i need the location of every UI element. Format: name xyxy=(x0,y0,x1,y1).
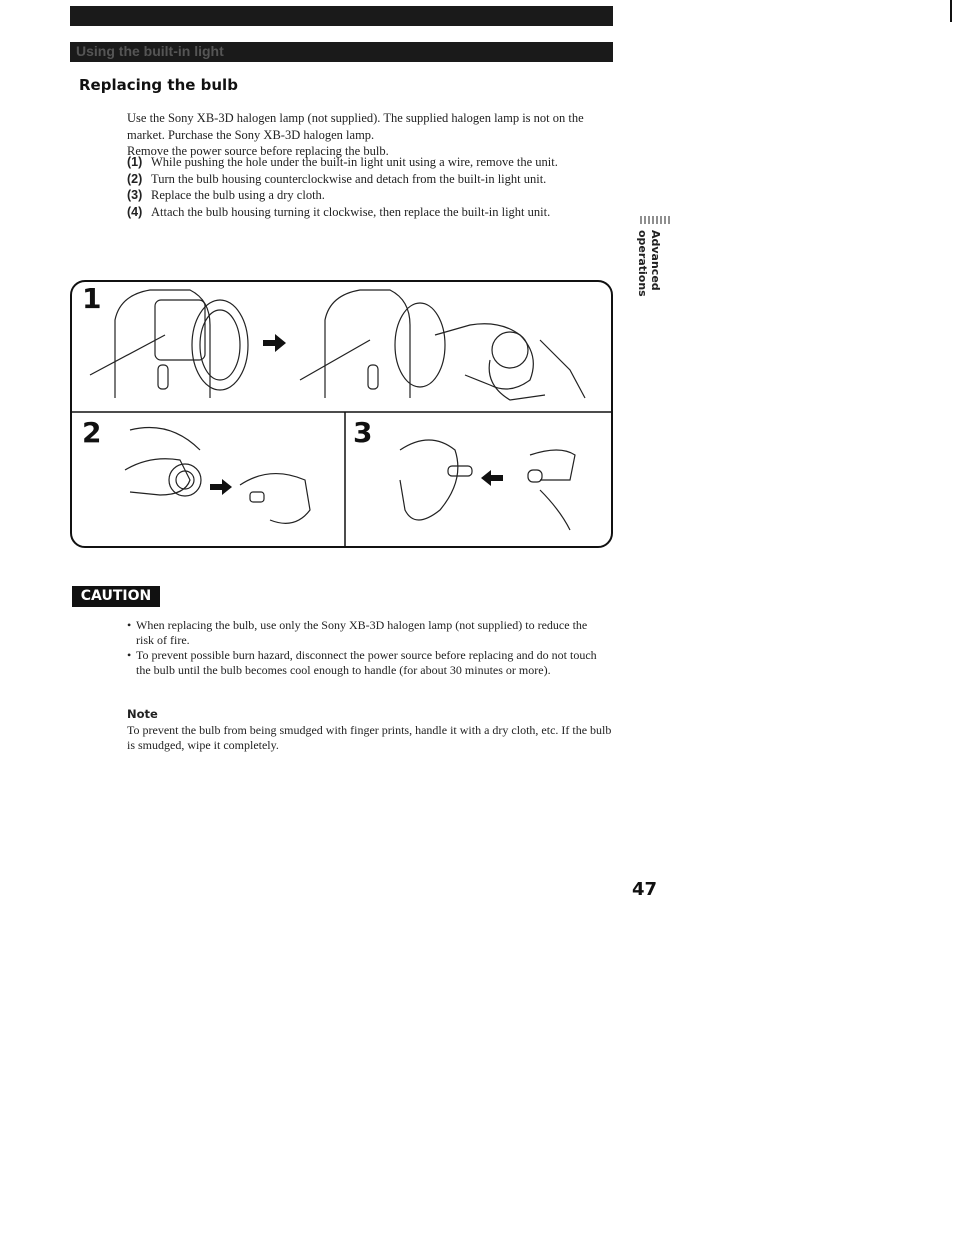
header-bar-bottom xyxy=(70,42,613,62)
intro-paragraph-1: Use the Sony XB-3D halogen lamp (not supplied). The supplied halogen lamp is not on the market. Purchase the Sony XB-3D halogen lamp. xyxy=(127,111,584,142)
step-number: (2) xyxy=(127,171,143,186)
panel-2-arrow-icon xyxy=(210,479,232,495)
caution-badge: CAUTION xyxy=(72,586,160,607)
caution-item-text: When replacing the bulb, use only the Sony XB-3D halogen lamp (not supplied) to reduce the risk of fire. xyxy=(136,618,588,647)
figure-frame xyxy=(71,281,612,547)
step-text: Attach the bulb housing turning it clockwise, then replace the built-in light unit. xyxy=(151,204,551,219)
section-title: Replacing the bulb xyxy=(79,76,238,94)
caution-item xyxy=(127,618,607,648)
figure-illustration xyxy=(70,280,613,548)
bullet-icon: • xyxy=(127,648,132,662)
step-text: Replace the bulb using a dry cloth. xyxy=(151,188,325,202)
step-number: (4) xyxy=(127,204,143,219)
caution-item xyxy=(127,648,607,678)
note-heading: Note xyxy=(127,707,158,721)
side-tab-decoration xyxy=(640,216,670,224)
caution-item-text: To prevent possible burn hazard, disconnect the power source before replacing and do not touch the bulb until the bulb becomes cool enough to handle (for about 30 minutes or more). xyxy=(136,648,597,677)
panel-1-camera-light-left xyxy=(90,290,248,398)
header-bar-top xyxy=(70,6,613,26)
panel-number-1: 1 xyxy=(82,282,102,315)
intro-text xyxy=(127,110,617,160)
panel-number-3: 3 xyxy=(353,416,373,449)
caution-list xyxy=(127,618,607,678)
panel-2-bulb-housing xyxy=(125,428,310,524)
step-number: (3) xyxy=(127,188,143,202)
step-list xyxy=(127,154,597,220)
page-edge-mark xyxy=(950,0,952,22)
step-text: Turn the bulb housing counterclockwise and detach from the built-in light unit. xyxy=(151,171,547,186)
step-number: (1) xyxy=(127,155,143,169)
side-tab-text: Advanced operations xyxy=(636,230,662,297)
bulb-replacement-figure xyxy=(70,280,613,548)
panel-3-bulb-in-cloth xyxy=(400,440,575,530)
page-number: 47 xyxy=(632,879,658,900)
intro-paragraph-2: Remove the power source before replacing the bulb. xyxy=(127,144,389,158)
panel-1-camera-light-right xyxy=(300,290,585,400)
step-item xyxy=(127,171,597,188)
bullet-icon: • xyxy=(127,618,132,632)
side-tab-label xyxy=(636,230,662,345)
step-text: While pushing the hole under the built-in light unit using a wire, remove the unit. xyxy=(151,155,558,169)
step-item xyxy=(127,154,597,171)
panel-3-arrow-icon xyxy=(481,470,503,486)
header-section-label: Using the built-in light xyxy=(76,43,224,59)
panel-1-arrow-icon xyxy=(263,334,286,352)
panel-number-2: 2 xyxy=(82,416,102,449)
note-text: To prevent the bulb from being smudged with finger prints, handle it with a dry cloth, etc. If the bulb is smudged, wipe it completely. xyxy=(127,723,612,752)
step-item xyxy=(127,204,597,221)
step-item xyxy=(127,187,597,204)
